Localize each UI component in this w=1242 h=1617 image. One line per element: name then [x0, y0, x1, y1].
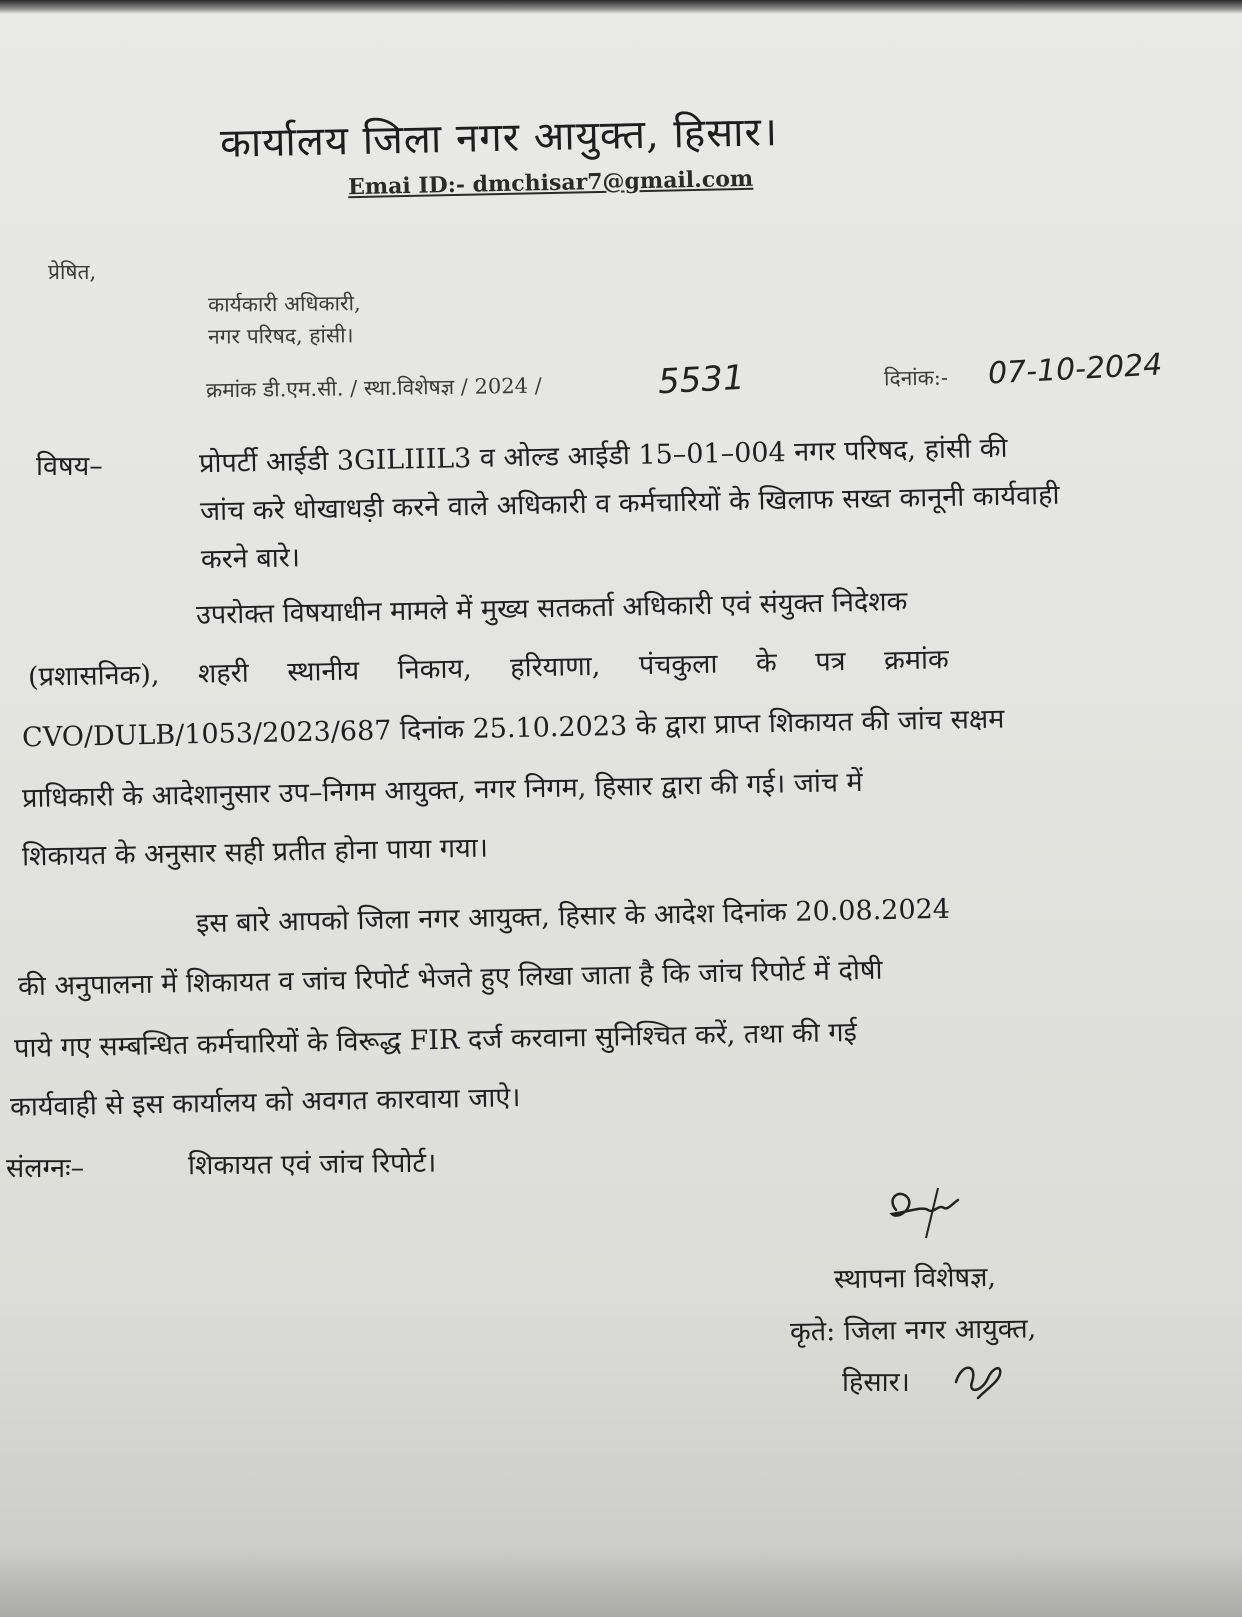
para2-line-3: पाये गए सम्बन्धित कर्मचारियों के विरूद्ध FIR दर्ज करवाना सुनिश्चित करें, तथा की गई [13, 1016, 858, 1065]
para2-line-2: की अनुपालना में शिकायत व जांच रिपोर्ट भेजते हुए लिखा जाता है कि जांच रिपोर्ट में दोषी [17, 954, 883, 1003]
para2-line-4: कार्यवाही से इस कार्यालय को अवगत कारवाया जाऐ। [9, 1082, 521, 1123]
signatory-location: हिसार। [842, 1367, 910, 1398]
to-label: प्रेषित, [48, 260, 97, 284]
signature-mark [878, 1180, 968, 1240]
recipient-line-2: नगर परिषद, हांसी। [207, 323, 354, 349]
para1-line-3: CVO/DULB/1053/2023/687 दिनांक 25.10.2023 के द्वारा प्राप्त शिकायत की जांच सक्षम [21, 703, 1005, 754]
para2-line-1: इस बारे आपको जिला नगर आयुक्त, हिसार के आदेश दिनांक 20.08.2024 [195, 893, 951, 940]
page-bottom-shadow [0, 1547, 1242, 1617]
page-top-edge-shadow [0, 0, 1242, 14]
subject-label: विषय– [36, 451, 103, 482]
para1-line-5: शिकायत के अनुसार सही प्रतीत होना पाया गया। [21, 832, 489, 873]
enclosure-label: संलग्नः– [6, 1153, 85, 1184]
para1-line-2: (प्रशासनिक), शहरी स्थानीय निकाय, हरियाणा, पंचकुला के पत्र क्रमांक [27, 644, 950, 693]
para1-line-4: प्राधिकारी के आदेशानुसार उप–निगम आयुक्त, नगर निगम, हिसार द्वारा की गई। जांच में [21, 766, 863, 815]
office-email: Emai ID:- dmchisar7@gmail.com [347, 165, 754, 201]
signatory-office: कृते: जिला नगर आयुक्त, [789, 1313, 1037, 1348]
date-label: दिनांक:- [883, 365, 949, 391]
subject-text: प्रोपर्टी आईडी 3GILIIIL3 व ओल्ड आईडी 15–01–004 नगर परिषद, हांसी की जांच करे धोखाधड़ी करने वाले अधिकारी व कर्मचारियों के खिलाफ सख्त कानूनी कार्यवाही करने बारे। [198, 432, 1060, 576]
enclosure-text: शिकायत एवं जांच रिपोर्ट। [187, 1147, 437, 1182]
para1-line-1: उपरोक्त विषयाधीन मामले में मुख्य सतकर्ता अधिकारी एवं संयुक्त निदेशक [195, 586, 908, 631]
date-value-handwritten: 07-10-2024 [987, 347, 1164, 392]
signatory-designation: स्थापना विशेषज्ञ, [833, 1261, 997, 1296]
office-heading: कार्यालय जिला नगर आयुक्त, हिसार। [219, 109, 779, 167]
recipient-line-1: कार्यकारी अधिकारी, [207, 291, 361, 317]
reference-prefix: क्रमांक डी.एम.सी. / स्था.विशेषज्ञ / 2024 / [205, 373, 542, 403]
reference-number-handwritten: 5531 [657, 357, 746, 403]
initial-mark [948, 1352, 1008, 1402]
